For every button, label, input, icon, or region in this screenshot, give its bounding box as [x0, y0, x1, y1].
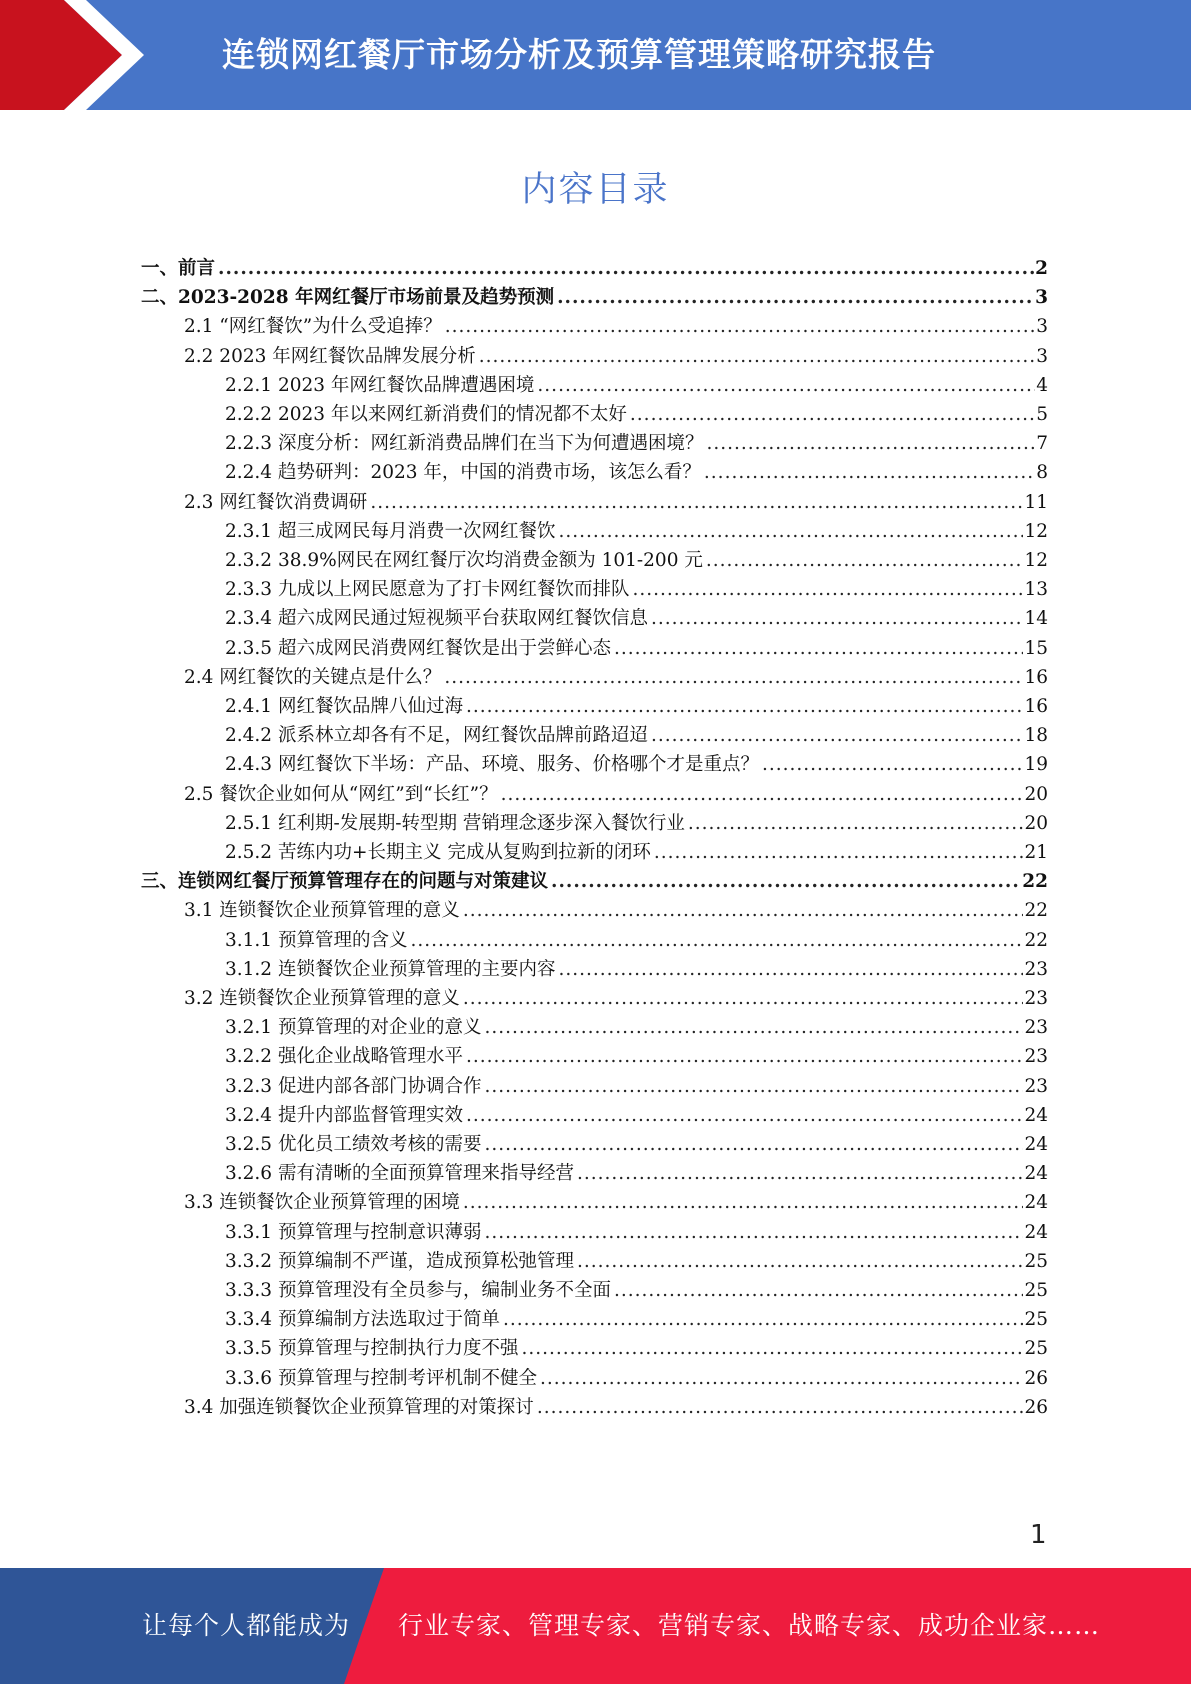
toc-entry[interactable]: [184, 983, 1048, 1014]
toc-leader-dots: [484, 1071, 1023, 1102]
toc-entry[interactable]: [225, 399, 1048, 430]
toc-leader-dots: [614, 1275, 1023, 1306]
toc-entry-title: 2.4.3 网红餐饮下半场：产品、环境、服务、价格哪个才是重点？: [225, 754, 759, 776]
toc-entry-page: 15: [1024, 637, 1048, 659]
toc-entry[interactable]: [225, 574, 1048, 605]
toc-entry-page: 2: [1035, 258, 1048, 279]
toc-leader-dots: [484, 1012, 1023, 1043]
toc-leader-dots: [762, 749, 1023, 780]
toc-leader-dots: [577, 1246, 1023, 1277]
toc-entry-page: 22: [1024, 900, 1048, 922]
toc-entry[interactable]: [184, 487, 1048, 518]
toc-entry-page: 3: [1036, 316, 1048, 338]
toc-leader-dots: [651, 720, 1023, 751]
header-arrow-decoration: [0, 0, 150, 110]
toc-leader-dots: [463, 895, 1024, 926]
toc-entry[interactable]: [184, 662, 1048, 693]
toc-entry-page: 24: [1024, 1134, 1048, 1155]
toc-entry-title: 3.2.5 优化员工绩效考核的需要: [225, 1134, 482, 1155]
toc-entry-title: 2.2 2023 年网红餐饮品牌发展分析: [184, 345, 476, 367]
toc-entry-title: 2.4.2 派系林立却各有不足，网红餐饮品牌前路迢迢: [225, 725, 648, 747]
toc-entry[interactable]: [225, 428, 1048, 459]
toc-entry-title: 2.1 “网红餐饮”为什么受追捧？: [184, 316, 442, 338]
toc-entry-title: 3.1.2 连锁餐饮企业预算管理的主要内容: [225, 958, 556, 980]
toc-entry-page: 26: [1024, 1396, 1048, 1418]
toc-entry-page: 24: [1024, 1192, 1048, 1214]
toc-entry-page: 13: [1024, 579, 1048, 601]
toc-heading: 内容目录: [521, 170, 670, 210]
footer-banner: [0, 1568, 1191, 1684]
toc-leader-dots: [558, 954, 1023, 985]
toc-entry[interactable]: [225, 516, 1048, 547]
toc-entry-page: 23: [1024, 1046, 1048, 1068]
toc-leader-dots: [558, 516, 1023, 547]
toc-entry[interactable]: [225, 1158, 1048, 1189]
toc-leader-dots: [479, 341, 1035, 372]
toc-entry-title: 一、前言: [141, 258, 216, 279]
toc-entry-title: 3.2.4 提升内部监督管理实效: [225, 1104, 463, 1126]
toc-entry[interactable]: [225, 633, 1048, 664]
toc-entry[interactable]: [225, 370, 1048, 401]
toc-entry-title: 2.3.4 超六成网民通过短视频平台获取网红餐饮信息: [225, 608, 648, 630]
toc-entry-title: 2.4 网红餐饮的关键点是什么？: [184, 666, 442, 688]
toc-entry[interactable]: [141, 866, 1048, 897]
toc-entry-page: 22: [1022, 871, 1048, 893]
toc-entry-title: 2.4.1 网红餐饮品牌八仙过海: [225, 696, 463, 717]
toc-entry-title: 3.3.6 预算管理与控制考评机制不健全: [225, 1367, 537, 1389]
toc-leader-dots: [466, 1100, 1023, 1131]
toc-entry-title: 3.4 加强连锁餐饮企业预算管理的对策探讨: [184, 1396, 534, 1418]
toc-leader-dots: [630, 399, 1035, 430]
toc-entry[interactable]: [225, 720, 1048, 751]
report-title: 连锁网红餐厅市场分析及预算管理策略研究报告: [222, 35, 936, 74]
footer-slogan-left: 让每个人都能成为: [142, 1611, 351, 1640]
toc-leader-dots: [501, 779, 1024, 810]
toc-entry[interactable]: [184, 1392, 1048, 1423]
toc-entry[interactable]: [225, 1012, 1048, 1043]
toc-entry-page: 23: [1024, 1075, 1048, 1097]
toc-leader-dots: [410, 925, 1023, 956]
toc-leader-dots: [651, 603, 1023, 634]
toc-entry-page: 5: [1036, 404, 1048, 425]
toc-entry-page: 20: [1024, 812, 1048, 834]
toc-entry-page: 19: [1024, 754, 1048, 776]
toc-entry-page: 25: [1024, 1338, 1048, 1360]
header-banner: [0, 0, 1191, 110]
toc-entry-title: 2.5 餐饮企业如何从“网红”到“长红”？: [184, 783, 498, 805]
page-number: 1: [1030, 1520, 1047, 1550]
toc-leader-dots: [551, 866, 1021, 897]
toc-entry[interactable]: [225, 1246, 1048, 1277]
toc-entry-title: 3.2.2 强化企业战略管理水平: [225, 1046, 463, 1068]
toc-entry-page: 23: [1024, 958, 1048, 980]
toc-leader-dots: [218, 253, 1034, 284]
toc-entry[interactable]: [225, 1100, 1048, 1131]
toc-entry-page: 24: [1024, 1163, 1048, 1185]
toc-entry-page: 12: [1024, 550, 1048, 571]
toc-entry-title: 3.3.2 预算编制不严谨，造成预算松弛管理: [225, 1250, 574, 1272]
toc-entry-page: 25: [1024, 1280, 1048, 1301]
toc-leader-dots: [463, 983, 1024, 1014]
toc-entry-title: 2.2.2 2023 年以来网红新消费们的情况都不太好: [225, 404, 627, 425]
toc-entry-title: 3.2 连锁餐饮企业预算管理的意义: [184, 988, 460, 1009]
toc-leader-dots: [704, 457, 1035, 488]
toc-entry-page: 21: [1024, 842, 1048, 863]
toc-entry[interactable]: [225, 603, 1048, 634]
toc-entry-title: 2.2.1 2023 年网红餐饮品牌遭遇困境: [225, 374, 535, 396]
toc-entry[interactable]: [184, 311, 1048, 342]
toc-entry[interactable]: [225, 1363, 1048, 1394]
toc-entry-page: 16: [1024, 666, 1048, 688]
toc-entry-page: 11: [1024, 491, 1048, 513]
toc-entry-page: 7: [1036, 433, 1048, 455]
toc-leader-dots: [503, 1304, 1023, 1335]
toc-entry-title: 三、连锁网红餐厅预算管理存在的问题与对策建议: [141, 871, 549, 893]
toc-entry-title: 2.3.2 38.9%网民在网红餐厅次均消费金额为 101-200 元: [225, 550, 703, 571]
toc-leader-dots: [521, 1333, 1023, 1364]
toc-entry-page: 23: [1024, 988, 1048, 1009]
toc-leader-dots: [537, 370, 1035, 401]
toc-leader-dots: [370, 487, 1023, 518]
toc-leader-dots: [654, 837, 1024, 868]
toc-entry[interactable]: [225, 1071, 1048, 1102]
toc-entry[interactable]: [225, 749, 1048, 780]
toc-leader-dots: [540, 1363, 1023, 1394]
toc-entry-title: 2.5.2 苦练内功+长期主义 完成从复购到拉新的闭环: [225, 842, 651, 863]
toc-leader-dots: [577, 1158, 1023, 1189]
toc-entry-title: 3.1.1 预算管理的含义: [225, 929, 408, 951]
toc-leader-dots: [632, 574, 1023, 605]
toc-entry-title: 3.3.5 预算管理与控制执行力度不强: [225, 1338, 519, 1360]
toc-leader-dots: [466, 691, 1023, 722]
toc-entry-title: 2.2.4 趋势研判：2023 年，中国的消费市场，该怎么看？: [225, 462, 701, 484]
toc-entry-page: 18: [1024, 725, 1048, 747]
toc-entry[interactable]: [225, 1333, 1048, 1364]
toc-entry-title: 2.3 网红餐饮消费调研: [184, 491, 368, 513]
toc-entry-page: 4: [1036, 374, 1048, 396]
toc-entry-title: 3.2.1 预算管理的对企业的意义: [225, 1017, 482, 1039]
toc-leader-dots: [614, 633, 1023, 664]
toc-leader-dots: [557, 282, 1034, 313]
toc-entry[interactable]: [225, 1217, 1048, 1248]
toc-entry-title: 3.3.3 预算管理没有全员参与，编制业务不全面: [225, 1280, 611, 1301]
toc-entry[interactable]: [225, 925, 1048, 956]
footer-slogan-right: 行业专家、管理专家、营销专家、战略专家、成功企业家……: [398, 1611, 1101, 1640]
toc-leader-dots: [484, 1217, 1023, 1248]
toc-entry-title: 3.3.1 预算管理与控制意识薄弱: [225, 1221, 482, 1243]
toc-entry-title: 2.5.1 红利期-发展期-转型期 营销理念逐步深入餐饮行业: [225, 812, 685, 834]
toc-entry-title: 3.2.3 促进内部各部门协调合作: [225, 1075, 482, 1097]
toc-entry[interactable]: [184, 895, 1048, 926]
toc-entry[interactable]: [141, 282, 1048, 313]
toc-entry[interactable]: [225, 1304, 1048, 1335]
toc-entry[interactable]: [184, 341, 1048, 372]
toc-leader-dots: [466, 1041, 1023, 1072]
toc-leader-dots: [445, 311, 1036, 342]
toc-entry-page: 14: [1024, 608, 1048, 630]
toc-entry-title: 3.2.6 需有清晰的全面预算管理来指导经营: [225, 1163, 574, 1185]
toc-entry-title: 3.1 连锁餐饮企业预算管理的意义: [184, 900, 460, 922]
toc-entry[interactable]: [225, 545, 1048, 576]
toc-entry-page: 12: [1024, 520, 1048, 542]
toc-entry-page: 20: [1024, 783, 1048, 805]
toc-entry-title: 二、2023-2028 年网红餐厅市场前景及趋势预测: [141, 287, 555, 309]
toc-entry-page: 24: [1024, 1104, 1048, 1126]
toc-entry[interactable]: [225, 1275, 1048, 1306]
toc-entry[interactable]: [225, 1041, 1048, 1072]
toc-entry-page: 16: [1024, 696, 1048, 717]
toc-leader-dots: [444, 662, 1023, 693]
toc-entry-title: 3.3 连锁餐饮企业预算管理的困境: [184, 1192, 460, 1214]
toc-entry[interactable]: [225, 691, 1048, 722]
toc-entry-title: 2.3.3 九成以上网民愿意为了打卡网红餐饮而排队: [225, 579, 630, 601]
toc-entry-page: 3: [1036, 345, 1048, 367]
toc-entry-title: 2.2.3 深度分析：网红新消费品牌们在当下为何遭遇困境？: [225, 433, 704, 455]
toc-leader-dots: [484, 1129, 1023, 1160]
toc-entry[interactable]: [225, 954, 1048, 985]
toc-entry[interactable]: [184, 779, 1048, 810]
toc-entry-title: 2.3.1 超三成网民每月消费一次网红餐饮: [225, 520, 556, 542]
toc-entry-title: 3.3.4 预算编制方法选取过于简单: [225, 1309, 500, 1331]
toc-entry[interactable]: [225, 457, 1048, 488]
toc-entry-page: 26: [1024, 1367, 1048, 1389]
toc-entry-title: 2.3.5 超六成网民消费网红餐饮是出于尝鲜心态: [225, 637, 611, 659]
toc-entry[interactable]: [225, 1129, 1048, 1160]
toc-entry-page: 25: [1024, 1309, 1048, 1331]
toc-entry-page: 3: [1035, 287, 1048, 309]
toc-entry-page: 25: [1024, 1250, 1048, 1272]
toc-entry-page: 24: [1024, 1221, 1048, 1243]
toc-leader-dots: [463, 1187, 1024, 1218]
toc-leader-dots: [688, 808, 1024, 839]
toc-entry[interactable]: [225, 837, 1048, 868]
toc-entry[interactable]: [225, 808, 1048, 839]
toc-entry-page: 23: [1024, 1017, 1048, 1039]
toc-entry-page: 8: [1036, 462, 1048, 484]
toc-entry-page: 22: [1024, 929, 1048, 951]
toc-leader-dots: [706, 428, 1035, 459]
toc-entry[interactable]: [184, 1187, 1048, 1218]
toc-leader-dots: [706, 545, 1024, 576]
toc-entry[interactable]: [141, 253, 1048, 284]
toc-leader-dots: [537, 1392, 1024, 1423]
